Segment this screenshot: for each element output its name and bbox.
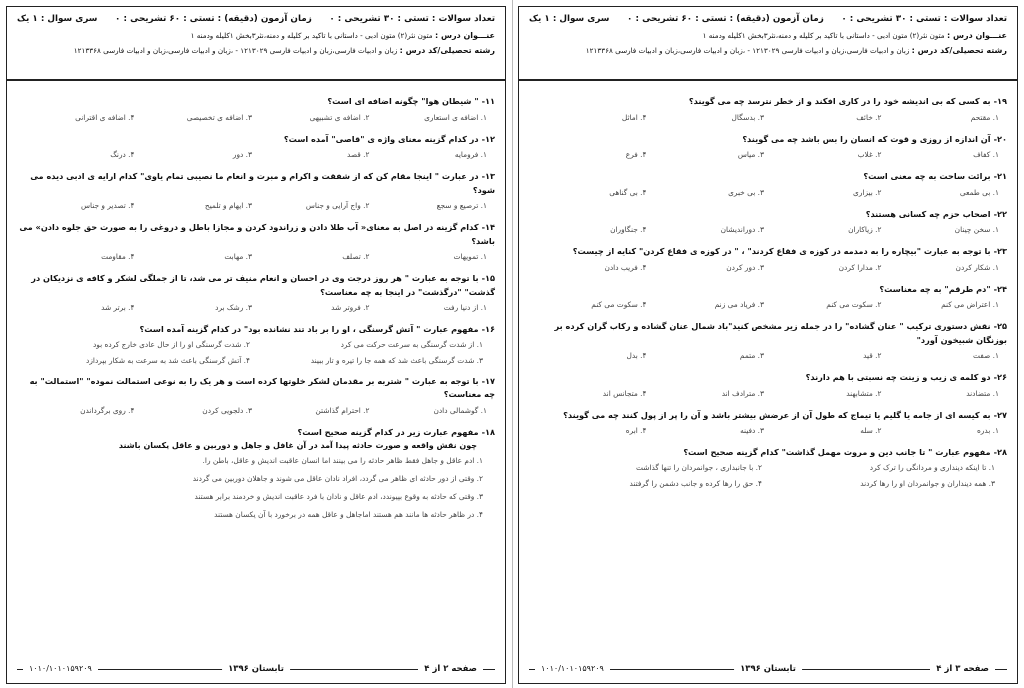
answer-option[interactable]: ۴. در ظاهر حادثه ها مانند هم هستند اماجاهل و عاقل همه در برخورد با آن یکسان هستند [214, 510, 483, 519]
answer-option[interactable]: ۴. فرع [625, 150, 647, 159]
answer-options [529, 146, 1007, 164]
answer-options [529, 109, 1007, 127]
answer-options [17, 452, 495, 524]
question-number: ۲۶- [993, 372, 1007, 382]
question-body: کدام گزینه در اصل به معنای« آب طلا دادن و زراندود کردن و مجازا باطل و دروغی را به صورت حق جلوه دادن» می باشد؟ [19, 222, 495, 246]
answer-option[interactable]: ۲. خائف [856, 112, 882, 122]
answer-option[interactable]: ۲. با جانبداری ، جوانمردان را تنها گذاشت [636, 462, 762, 472]
field-code: رشته تحصیلی/کد درس : زبان و ادبیات فارسی،زبان و ادبیات فارسی ۱۲۱۳۰۲۹ - ،زبان و ادبیات فارسی،زبان و ادبیات فارسی ۱۲۱۳۳۶۸ [585, 46, 1007, 55]
answer-option[interactable]: ۲. تصلف [342, 252, 370, 261]
question-item [17, 95, 495, 127]
question-text [17, 133, 495, 147]
answer-options [529, 422, 1007, 440]
question-text [529, 446, 1007, 460]
question-body: با توجه به عبارت " شتربه بر مقدمان لشکر خلوتها کرده است و هر یک را به نوعی استمالت نموده" "استمالت" به چه معناست؟ [29, 375, 495, 399]
exam-header-right [519, 7, 1017, 81]
answer-option[interactable]: ۲. زیاکاران [848, 225, 882, 234]
question-number: ۲۷- [993, 409, 1007, 420]
answer-option[interactable]: ۳. دور [232, 150, 252, 159]
answer-option[interactable]: ۱. کفاف [973, 150, 999, 159]
question-body: در عبارت " اینجا مقام کن که از شفقت و اکرام و مبرت و انعام ما نصیبی تمام یاوی" کدام ارایه ی ادبی دیده می شود؟ [30, 171, 495, 195]
answer-option[interactable]: ۳. مترادف اند [721, 388, 764, 398]
question-number: ۱۳- [481, 171, 495, 181]
question-series: سری سوال : ۱ یک [529, 14, 610, 24]
question-number: ۲۱- [993, 171, 1007, 181]
question-item [17, 170, 495, 215]
answer-option[interactable]: ۳. بی خبری [728, 187, 764, 197]
page-fold-divider [512, 0, 513, 688]
page-number: صفحه ۳ از ۴ [930, 662, 995, 676]
answer-option[interactable]: ۱. ترصیع و سجع [436, 201, 487, 210]
question-body: مفهوم عبارت زیر در کدام گزینه صحیح است؟ [297, 426, 479, 437]
question-item [529, 283, 1007, 315]
question-number: ۲۰- [993, 133, 1007, 144]
answer-option[interactable]: ۳. ایهام و تلمیح [204, 201, 252, 210]
question-item [17, 272, 495, 317]
course-title: عنـــوان درس : متون نثر(۲) متون ادبی - داستانی با تاکید بر کلیله و دمنه،نثر۳بخش ۱کلیله ودمنه ۱ [702, 31, 1007, 40]
answer-option[interactable]: ۱. متضادند [966, 388, 999, 398]
question-text [17, 170, 495, 197]
answer-option[interactable]: ۲. اضافه ی تشبیهی [309, 112, 370, 122]
exam-season: تابستان ۱۳۹۶ [222, 662, 290, 676]
page-number: صفحه ۲ از ۴ [418, 662, 483, 676]
answer-option[interactable]: ۳. فریاد می زنم [714, 300, 764, 309]
answer-options [17, 402, 495, 420]
answer-option[interactable]: ۳. رشک برد [215, 303, 252, 312]
answer-option[interactable]: ۴. تصدیر و جناس [80, 201, 135, 210]
answer-option[interactable]: ۴. جنگاوران [610, 225, 647, 234]
answer-options [529, 347, 1007, 365]
answer-option[interactable]: ۳. همه دینداران و جوانمردان او را رها کردند [860, 478, 995, 488]
answer-option[interactable]: ۴. آتش گرسنگی باعث شد به سرعت به شکار بپردازد [86, 355, 250, 365]
question-item [529, 95, 1007, 127]
answer-options [17, 299, 495, 317]
answer-option[interactable]: ۲. قصد [346, 150, 370, 159]
answer-option[interactable]: ۲. بیزاری [853, 187, 882, 197]
exam-page-left [6, 6, 506, 684]
answer-option[interactable]: ۴. فریب دادن [604, 262, 647, 272]
question-number: ۱۷- [481, 375, 495, 386]
question-text [529, 133, 1007, 147]
answer-option[interactable]: ۱. بدره [976, 426, 999, 435]
answer-option[interactable]: ۲. غلاب [857, 150, 882, 159]
answer-option[interactable]: ۲. شدت گرسنگی او را از حال عادی خارج کرده بود [93, 339, 250, 349]
answer-option[interactable]: ۴. حق را رها کرده و جانب دشمن را گرفتند [629, 478, 762, 488]
question-body: نقش دستوری ترکیب " عنان گشاده" را در جمله زیر مشخص کنید"باد شمال عنان گشاده و رکاب گران کرده بر بوزنگان شبیخون آورد" [554, 321, 1007, 345]
answer-option[interactable]: ۱. شکار کردن [955, 262, 999, 272]
question-number: ۲۵- [993, 321, 1007, 331]
answer-option[interactable]: ۱. صفت [973, 351, 999, 360]
answer-option[interactable]: ۳. دلجویی کردن [202, 405, 252, 415]
answer-option[interactable]: ۴. اماثل [621, 112, 647, 122]
question-body: "دم طرقم" به چه معناست؟ [879, 283, 991, 294]
answer-option[interactable]: ۲. متشابهند [846, 388, 882, 398]
question-number: ۱۶- [481, 324, 495, 334]
question-text [529, 170, 1007, 184]
answer-option[interactable]: ۲. احترام گذاشتن [315, 405, 370, 415]
question-item [529, 170, 1007, 202]
answer-options [17, 146, 495, 164]
answer-option[interactable]: ۴. درنگ [110, 150, 135, 159]
answer-option[interactable]: ۲. سله [860, 426, 882, 435]
page-footer-left [17, 662, 495, 676]
question-text [17, 272, 495, 299]
exam-header-left [7, 7, 505, 81]
answer-options [529, 460, 1007, 492]
answer-option[interactable]: ۱. مقتحم [970, 112, 999, 122]
answer-options [529, 184, 1007, 202]
answer-option[interactable]: ۱. گوشمالی دادن [433, 405, 487, 415]
answer-option[interactable]: ۳. دفینه [740, 426, 764, 435]
field-code: رشته تحصیلی/کد درس : زبان و ادبیات فارسی،زبان و ادبیات فارسی ۱۲۱۳۰۲۹ - ،زبان و ادبیات فارسی،زبان و ادبیات فارسی ۱۲۱۳۳۶۸ [73, 46, 495, 55]
exam-time: زمان آزمون (دقیقه) : تستی : ۶۰ تشریحی : ۰ [627, 14, 824, 24]
question-item [17, 133, 495, 165]
answer-option[interactable]: ۱. فرومایه [454, 150, 487, 159]
answer-option[interactable]: ۲. فروتر شد [331, 303, 370, 312]
answer-option[interactable]: ۱. تمویهات [453, 252, 487, 261]
question-series: سری سوال : ۱ یک [17, 14, 98, 24]
answer-options [529, 385, 1007, 403]
question-number: ۲۴- [993, 283, 1007, 294]
header-row [529, 10, 1007, 28]
question-body: برائت ساحت به چه معنی است؟ [863, 171, 991, 181]
answer-option[interactable]: ۴. ابره [625, 426, 647, 435]
answer-option[interactable]: ۱. اضافه ی استعاری [424, 112, 487, 122]
answer-option[interactable]: ۳. وقتی که حادثه به وقوع بپیوندد، ادم عاقل و نادان با فرد عاقبت اندیش و خردمند برابر هستند [194, 492, 483, 501]
answer-options [529, 259, 1007, 277]
question-number: ۱۱- [481, 96, 495, 106]
answer-option[interactable]: ۱. از شدت گرسنگی به سرعت حرکت می کرد [340, 339, 483, 349]
question-number: ۱۲- [481, 133, 495, 144]
answer-option[interactable]: ۱. اعتراض می کنم [941, 300, 999, 309]
question-text [17, 426, 495, 440]
answer-options [17, 109, 495, 127]
question-body: آن اندازه از روزی و قوت که انسان را بس باشد چه می گویند؟ [742, 133, 991, 144]
question-text [529, 208, 1007, 222]
exam-code: ۱۰۱۰/۱۰۱۰۱۵۹۲۰۹ [23, 662, 98, 676]
question-body: به کیسه ای از جامه یا گلیم یا تیماج که طول آن از عرضش بیشتر باشد و آن را پر از پول کنند چه می گویند؟ [563, 409, 991, 420]
answer-option[interactable]: ۱. ادم عاقل و جاهل فقط ظاهر حادثه را می بینند اما انسان عاقبت اندیش و عاقل، باطن را. [202, 456, 483, 465]
answer-option[interactable]: ۲. سکوت می کنم [826, 300, 882, 309]
answer-option[interactable]: ۲. قید [863, 351, 882, 360]
question-text [17, 323, 495, 337]
answer-option[interactable]: ۱. از دنیا رفت [443, 303, 487, 312]
question-list-left [17, 95, 495, 530]
answer-option[interactable]: ۴. روی برگرداندن [80, 405, 135, 415]
question-body: اصحاب حزم چه کسانی هستند؟ [865, 208, 991, 219]
question-item [529, 133, 1007, 165]
answer-options [17, 337, 495, 369]
exam-time: زمان آزمون (دقیقه) : تستی : ۶۰ تشریحی : ۰ [115, 14, 312, 24]
answer-option[interactable]: ۴. بی گناهی [609, 187, 647, 197]
question-item [529, 409, 1007, 441]
exam-page-right [518, 6, 1018, 684]
answer-option[interactable]: ۲. مدارا کردن [838, 262, 882, 272]
answer-option[interactable]: ۳. بدسگال [731, 112, 764, 122]
answer-options [17, 248, 495, 266]
answer-option[interactable]: ۱. تا اینکه دینداری و مردانگی را ترک کرد [869, 462, 995, 472]
question-item [529, 371, 1007, 403]
answer-option[interactable]: ۴. متجانس اند [602, 388, 647, 398]
answer-option[interactable]: ۲. وقتی از دور حادثه ای ظاهر می گردد، افراد نادان عاقل می شوند و جاهلان دوربین می گردند [192, 474, 483, 483]
answer-option[interactable]: ۳. دور کردن [726, 262, 764, 272]
course-title: عنـــوان درس : متون نثر(۲) متون ادبی - داستانی با تاکید بر کلیله و دمنه،نثر۳بخش ۱کلیله ودمنه ۱ [190, 31, 495, 40]
answer-options [529, 296, 1007, 314]
answer-option[interactable]: ۴. مقاومت [101, 252, 135, 261]
answer-option[interactable]: ۴. بدل [626, 351, 647, 360]
question-body: مفهوم عبارت " تا جانب دین و مروت مهمل گذاشت" کدام گزینه صحیح است؟ [683, 447, 991, 457]
question-item [17, 426, 495, 525]
question-text [529, 371, 1007, 385]
question-number: ۲۲- [993, 208, 1007, 219]
question-text [529, 283, 1007, 297]
header-row [17, 10, 495, 28]
question-list-right [529, 95, 1007, 498]
answer-option[interactable]: ۳. میاس [737, 150, 764, 159]
question-quote: چون نقش واقعه و صورت حادثه پیدا آمد در آن غافل و جاهل و دوربین و عاقل یکسان باشند [118, 441, 477, 450]
question-body: " شیطان هوا" چگونه اضافه ای است؟ [327, 96, 479, 106]
question-number: ۱۵- [481, 273, 495, 283]
answer-option[interactable]: ۲. واج آرایی و جناس [305, 201, 370, 210]
question-item [529, 320, 1007, 365]
answer-option[interactable]: ۳. شدت گرسنگی باعث شد که همه جا را تیره و تار ببیند [310, 355, 483, 365]
answer-option[interactable]: ۴. سکوت می کنم [591, 300, 647, 309]
question-item [529, 446, 1007, 492]
answer-option[interactable]: ۳. مهابت [224, 252, 252, 261]
question-text [17, 221, 495, 248]
question-item [17, 323, 495, 369]
question-number: ۲۳- [993, 246, 1007, 256]
question-item [17, 375, 495, 420]
question-number: ۱۹- [993, 96, 1007, 106]
answer-option[interactable]: ۳. دوراندیشان [720, 225, 764, 234]
question-body: دو کلمه ی زیب و زینت چه نسبتی با هم دارند؟ [805, 372, 991, 382]
answer-options [17, 197, 495, 215]
question-body: در کدام گزینه معنای واژه ی "قاصی" آمده است؟ [283, 133, 479, 144]
question-count: تعداد سوالات : تستی : ۳۰ تشریحی : ۰ [329, 14, 495, 24]
question-text [17, 95, 495, 109]
answer-option[interactable]: ۳. متمم [739, 351, 764, 360]
question-number: ۲۸- [993, 447, 1007, 457]
question-text [529, 409, 1007, 423]
question-body: با توجه به عبارت "بیچاره را به دمدمه در کوزه ی فقاع کردند" ، " در کوزه ی فقاع کردن" کنایه از چیست؟ [572, 246, 991, 256]
exam-code: ۱۰۱۰/۱۰۱۰۱۵۹۲۰۹ [535, 662, 610, 676]
answer-option[interactable]: ۱. بی طمعی [959, 187, 999, 197]
page-footer-right [529, 662, 1007, 676]
question-body: با توجه به عبارت " هر روز درجت وی در احسان و انعام منیف تر می شد، تا از جملگی لشکر و کافه ی نزدیکان در گذشت" "درگذشت" در اینجا به چه معناست؟ [31, 273, 495, 297]
question-count: تعداد سوالات : تستی : ۳۰ تشریحی : ۰ [841, 14, 1007, 24]
question-text [529, 95, 1007, 109]
question-text [17, 375, 495, 402]
question-item [529, 208, 1007, 240]
answer-option[interactable]: ۱. سخن چینان [954, 225, 999, 234]
question-body: به کسی که بی اندیشه خود را در کاری افکند و از خطر نترسد چه می گویند؟ [688, 96, 991, 106]
answer-option[interactable]: ۴. برتر شد [101, 303, 135, 312]
question-item [529, 245, 1007, 277]
question-item [17, 221, 495, 266]
question-body: مفهوم عبارت " آتش گرسنگی ، او را بر باد تند نشانده بود" در کدام گزینه آمده است؟ [139, 324, 479, 334]
answer-option[interactable]: ۴. اضافه ی اقترانی [75, 112, 135, 122]
question-text [529, 245, 1007, 259]
question-number: ۱۴- [481, 222, 495, 232]
question-number: ۱۸- [481, 426, 495, 437]
question-text [529, 320, 1007, 347]
exam-season: تابستان ۱۳۹۶ [734, 662, 802, 676]
answer-option[interactable]: ۳. اضافه ی تخصیصی [186, 112, 252, 122]
answer-options [529, 221, 1007, 239]
